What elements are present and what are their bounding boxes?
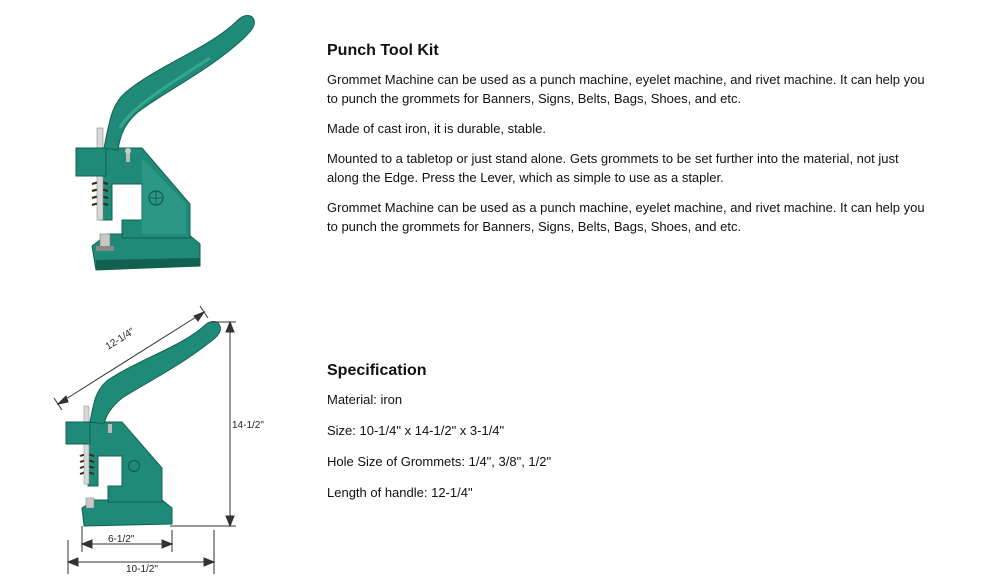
spec-line-hole-size: Hole Size of Grommets: 1/4", 3/8", 1/2" [327,454,552,469]
total-width-label: 10-1/2" [126,564,158,575]
grommet-machine-image [60,8,280,278]
section-title: Specification [327,362,427,379]
spec-line-handle-length: Length of handle: 12-1/4" [327,485,473,500]
description-paragraph: Mounted to a tabletop or just stand alone. Gets grommets to be set further into the material, not just along the Edge. Press the Lever, which as simple to use as a stapler. [327,151,899,185]
spec-line-size: Size: 10-1/4" x 14-1/2" x 3-1/4" [327,423,505,438]
product-module-punch-tool-kit [0,0,1000,290]
height-label: 14-1/2" [232,420,264,431]
spec-line-material: Material: iron [327,392,403,407]
punch-tool-kit-text [327,40,927,247]
section-title: Punch Tool Kit [327,42,439,59]
description-paragraph: Grommet Machine can be used as a punch machine, eyelet machine, and rivet machine. It can help you to punch the grommets for Banners, Signs, Belts, Bags, Shoes, and etc. [327,72,925,106]
product-module-specification [0,290,1000,581]
description-paragraph: Grommet Machine can be used as a punch machine, eyelet machine, and rivet machine. It can help you to punch the grommets for Banners, Signs, Belts, Bags, Shoes, and etc. [327,200,925,234]
description-paragraph: Made of cast iron, it is durable, stable. [327,121,546,136]
base-width-label: 6-1/2" [108,534,135,545]
specification-text [327,360,927,514]
dimension-diagram-image [40,290,290,575]
handle-length-label: 12-1/4" [103,326,137,353]
